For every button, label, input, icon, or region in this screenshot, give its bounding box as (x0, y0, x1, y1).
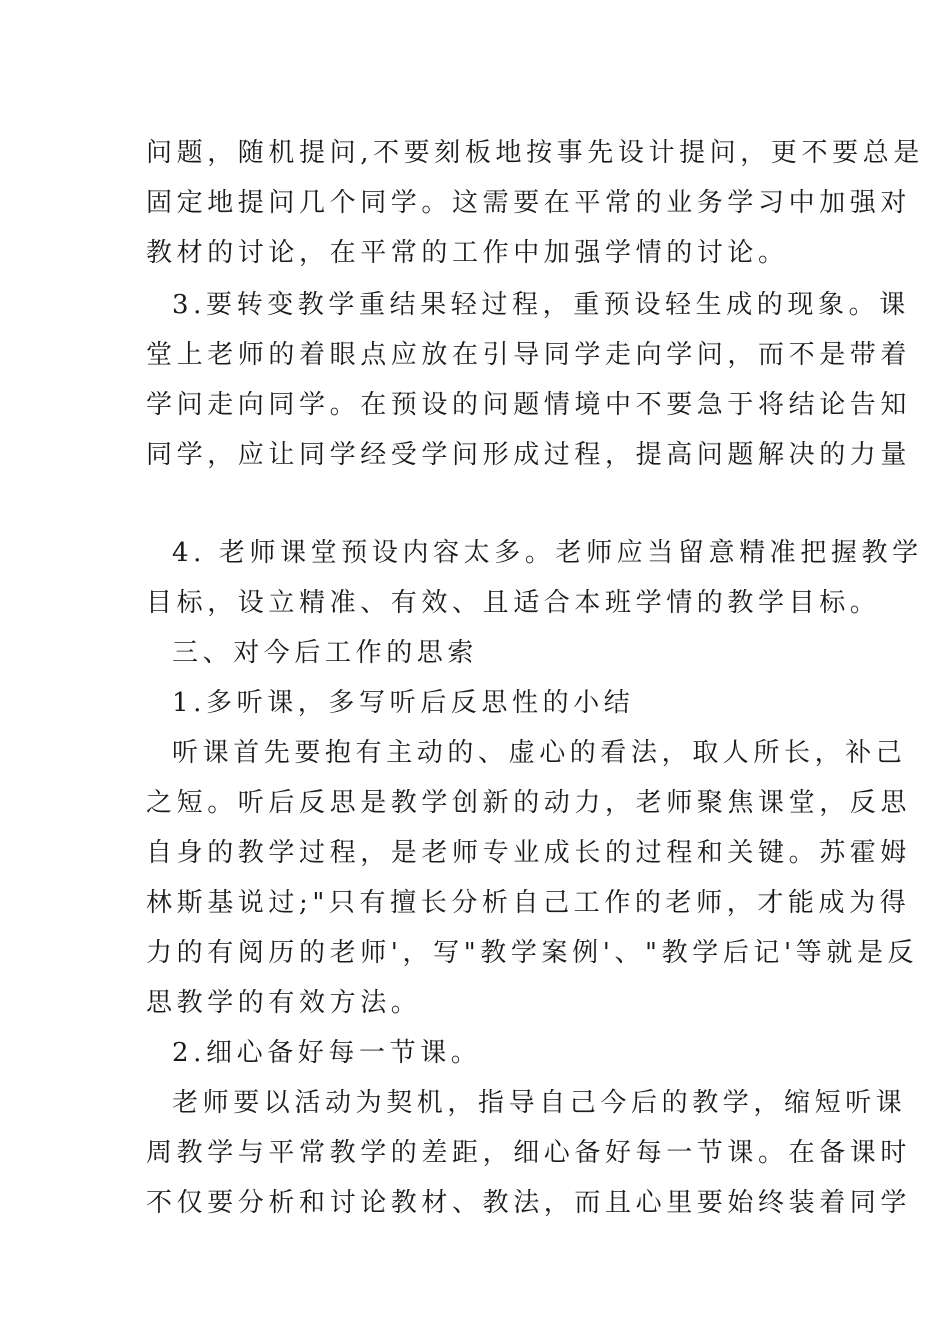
paragraph-line: 听课首先要抱有主动的、虚心的看法，取人所长，补己 (172, 738, 907, 768)
paragraph-line: 固定地提问几个同学。这需要在平常的业务学习中加强对 (146, 188, 912, 218)
paragraph-line: 力的有阅历的老师'，写"教学案例'、"教学后记'等就是反 (146, 938, 919, 968)
paragraph-line: 教材的讨论，在平常的工作中加强学情的讨论。 (146, 238, 789, 268)
paragraph-line: 问题，随机提问,不要刻板地按事先设计提问，更不要总是 (146, 138, 924, 168)
paragraph-line: 之短。听后反思是教学创新的动力，老师聚焦课堂，反思 (146, 788, 912, 818)
section-heading: 三、对今后工作的思索 (172, 638, 479, 668)
paragraph-line: 目标，设立精准、有效、且适合本班学情的教学目标。 (146, 588, 881, 618)
subheading: 2.细心备好每一节课。 (172, 1038, 482, 1068)
paragraph-line: 老师要以活动为契机，指导自己今后的教学，缩短听课 (172, 1088, 907, 1118)
paragraph-line: 不仅要分析和讨论教材、教法，而且心里要始终装着同学 (146, 1188, 912, 1218)
subheading: 1.多听课，多写听后反思性的小结 (172, 688, 635, 718)
paragraph-line: 堂上老师的着眼点应放在引导同学走向学问，而不是带着 (146, 340, 912, 370)
paragraph-line: 思教学的有效方法。 (146, 988, 422, 1018)
paragraph-line: 4. 老师课堂预设内容太多。老师应当留意精准把握教学 (172, 538, 923, 568)
paragraph-line: 同学，应让同学经受学问形成过程，提高问题解决的力量 (146, 440, 912, 470)
paragraph-line: 自身的教学过程，是老师专业成长的过程和关键。苏霍姆 (146, 838, 912, 868)
paragraph-line: 3.要转变教学重结果轻过程，重预设轻生成的现象。课 (172, 290, 910, 320)
paragraph-line: 周教学与平常教学的差距，细心备好每一节课。在备课时 (146, 1138, 912, 1168)
paragraph-line: 学问走向同学。在预设的问题情境中不要急于将结论告知 (146, 390, 912, 420)
paragraph-line: 林斯基说过;"只有擅长分析自己工作的老师，才能成为得 (146, 888, 911, 918)
